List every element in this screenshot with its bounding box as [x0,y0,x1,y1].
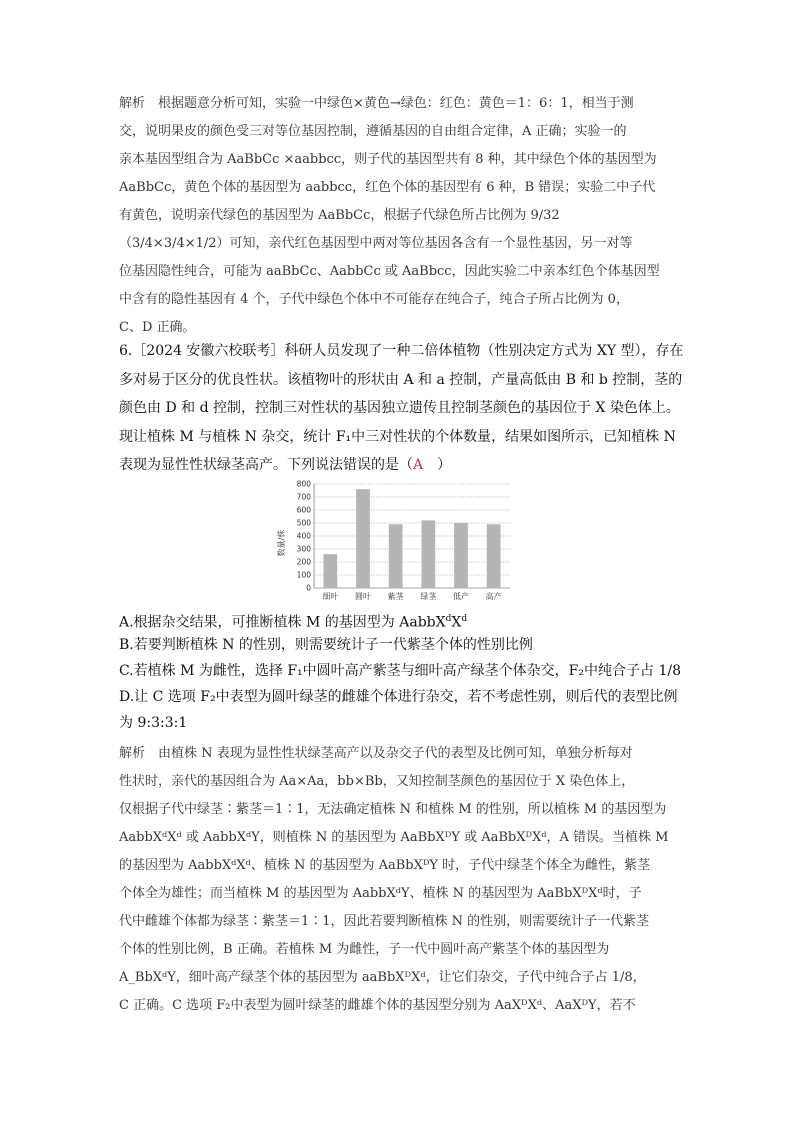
bar-chart [270,476,520,606]
bar-细叶 [323,554,337,588]
text-line: 个体的性别比例，B 正确。若植株 M 为雌性，子一代中圆叶高产紫茎个体的基因型为 [119,942,610,957]
x-axis-labels [322,591,501,601]
bar-绿茎 [421,520,435,588]
text-line: 解析 根据题意分析可知，实验一中绿色×黄色→绿色：红色：黄色＝1：6：1，相当于测 [119,96,634,111]
text-line: A_BbXᵈY，细叶高产绿茎个体的基因型为 aaBbXᴰXᵈ，让它们杂交，子代中纯合子占 1/8， [119,970,646,985]
text-line: 位基因隐性纯合，可能为 aaBbCc、AabbCc 或 AaBbcc，因此实验二中亲本红色个体基因型 [119,264,660,279]
option-c: C.若植株 M 为雌性，选择 F₁中圆叶高产紫茎与细叶高产绿茎个体杂交，F₂中纯合子占 1/8 [119,663,681,679]
y-axis-ticks [297,480,312,593]
y-tick-label: 200 [296,557,311,567]
text-line: 的基因型为 AabbXᵈXᵈ、植株 N 的基因型为 AaBbXᴰY 时，子代中绿茎个体全为雌性，紫茎 [119,858,651,873]
text-line: 代中雌雄个体都为绿茎∶紫茎＝1∶1，因此若要判断植株 N 的性别，则需要统计子一代紫茎 [119,914,650,929]
text-line: 交，说明果皮的颜色受三对等位基因控制，遵循基因的自由组合定律，A 正确；实验一的 [119,124,627,139]
y-tick-label: 600 [296,505,311,515]
y-axis-label: 数量/株 [277,529,286,557]
text-line: 现让植株 M 与植株 N 杂交，统计 F₁中三对性状的个体数量，结果如图所示，已知植株 N [119,428,676,445]
option-b: B.若要判断植株 N 的性别，则需要统计子一代紫茎个体的性别比例 [119,637,533,653]
y-tick-label: 700 [296,492,311,502]
text-line: 解析 由植株 N 表现为显性性状绿茎高产以及杂交子代的表型及比例可知，单独分析每对 [119,746,633,761]
y-tick-label: 800 [296,479,311,489]
y-tick-label: 300 [296,544,311,554]
analysis-paragraph-1 [119,90,679,342]
x-tick-label: 绿茎 [420,592,437,601]
analysis-paragraph-2 [119,740,679,1020]
bar-低产 [454,523,468,588]
text-line: 颜色由 D 和 d 控制，控制三对性状的基因独立遗传且控制茎颜色的基因位于 X 染色体上。 [119,400,680,416]
y-tick-label: 400 [296,531,311,541]
x-tick-label: 圆叶 [355,592,371,601]
text-line: 个体全为雄性；而当植株 M 的基因型为 AabbXᵈY、植株 N 的基因型为 AaBbXᴰXᵈ时，子 [119,886,642,901]
text-line: AaBbCc，黄色个体的基因型为 aabbcc，红色个体的基因型有 6 种，B 错误；实验二中子代 [119,180,656,195]
x-tick-label: 低产 [453,592,469,601]
text-line: 仅根据子代中绿茎∶紫茎＝1∶1，无法确定植株 N 和植株 M 的性别，所以植株 M 的基因型为 [119,802,667,817]
question-prompt: 表现为显性性状绿茎高产。下列说法错误的是（ [119,457,413,473]
question-close: ） [437,457,452,473]
y-tick-label: 0 [306,583,311,593]
option-a-mid: X [451,614,462,631]
x-tick-label: 高产 [485,592,502,601]
chart-bars [323,489,500,588]
x-tick-label: 紫茎 [387,592,404,601]
text-line: 6.［2024 安徽六校联考］科研人员发现了一种二倍体植物（性别决定方式为 XY 型），存在 [119,343,684,359]
y-tick-label: 500 [296,518,311,528]
text-line: 有黄色，说明亲代绿色的基因型为 AaBbCc，根据子代绿色所占比例为 9/32 [119,208,560,223]
option-a-sup: d [461,614,468,624]
text-line: （3/4×3/4×1/2）可知，亲代红色基因型中两对等位基因各含有一个显性基因，另一对等 [119,236,633,251]
option-a-sup: d [445,614,452,624]
option-d: D.让 C 选项 F₂中表型为圆叶绿茎的雌雄个体进行杂交，若不考虑性别，则后代的表型比例 [119,689,678,705]
question-6-stem [119,337,684,480]
y-tick-label: 100 [296,570,311,580]
bar-高产 [487,524,501,588]
bar-圆叶 [356,489,370,588]
answer-mark: A [413,457,424,473]
x-tick-label: 细叶 [322,592,339,601]
text-line: 中含有的隐性基因有 4 个，子代中绿色个体中不可能存在纯合子，纯合子所占比例为 0， [119,292,629,307]
text-line: C 正确。C 选项 F₂中表型为圆叶绿茎的雌雄个体的基因型分别为 AaXᴰXᵈ、AaXᴰY，若不 [119,998,636,1013]
option-a-text: A.根据杂交结果，可推断植株 M 的基因型为 AabbX [119,614,446,631]
text-line: 亲本基因型组合为 AaBbCc ×aabbcc，则子代的基因型共有 8 种，其中绿色个体的基因型为 [119,152,657,167]
text-line: AabbXᵈXᵈ 或 AabbXᵈY，则植株 N 的基因型为 AaBbXᴰY 或 AaBbXᴰXᵈ，A 错误。当植株 M [119,830,669,845]
text-line: 性状时，亲代的基因组合为 Aa×Aa，bb×Bb，又知控制茎颜色的基因位于 X 染色体上， [119,774,635,789]
chart-grid [314,484,510,588]
text-line: C、D 正确。 [119,320,196,335]
bar-紫茎 [389,524,403,588]
option-d-continued: 为 9:3:3:1 [119,715,188,731]
text-line: 多对易于区分的优良性状。该植物叶的形状由 A 和 a 控制，产量高低由 B 和 b 控制，茎的 [119,371,683,388]
